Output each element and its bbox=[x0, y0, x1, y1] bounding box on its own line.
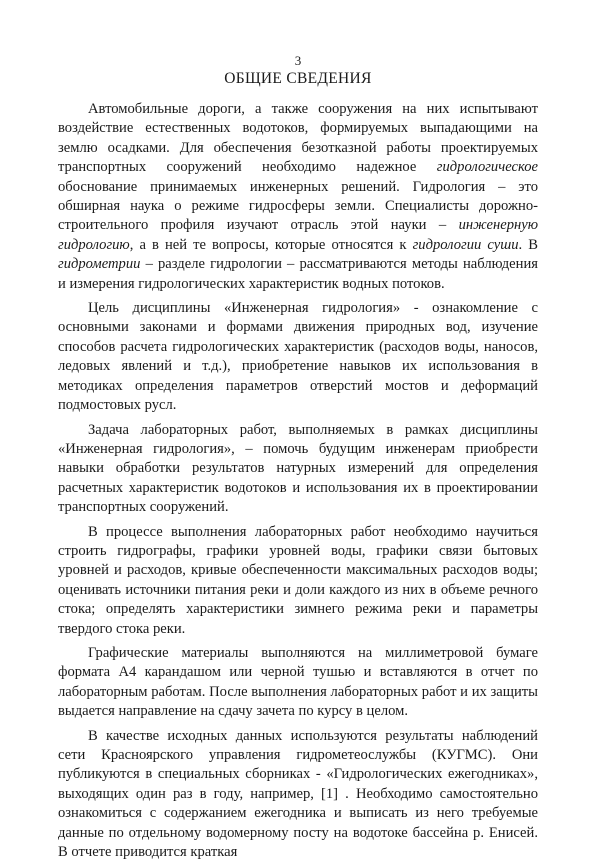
paragraph-1-text: обоснование принимаемых инженерных решений. Гидрология – это обширная наука о режиме гидросферы земли. Специалисты дорожно-строительного профиля изучают отрасль этой науки – bbox=[58, 178, 538, 234]
paragraph-2: Цель дисциплины «Инженерная гидрология» - ознакомление с основными законами и формами движения природных вод, изучение способов расчета гидрологических характеристик (расходов воды, наносов, ледовых явлений и т.д.), приобретение навыков их использования в методиках определения параметров отверстий мостов и деформаций подмостовых русл. bbox=[58, 300, 538, 414]
page-title: ОБЩИЕ СВЕДЕНИЯ bbox=[224, 70, 372, 87]
paragraph-1-text: . В bbox=[518, 236, 538, 253]
paragraph-4: В процессе выполнения лабораторных работ необходимо научиться строить гидрографы, графики уровней воды, графики связи бытовых уровней и расходов, кривые обеспеченности максимальных расходов воды; оценивать источники питания реки и доли каждого из них в объеме речного стока; определять характеристики зимнего режима реки и параметры твердого стока реки. bbox=[58, 523, 538, 637]
emphasis-term: гидрологическое bbox=[436, 159, 538, 176]
paragraph-3: Задача лабораторных работ, выполняемых в рамках дисциплины «Инженерная гидрология», – помочь будущим инженерам приобрести навыки обработки результатов натурных измерений для определения расчетных характеристик водотоков и использования их в проектировании транспортных сооружений. bbox=[58, 421, 538, 516]
paragraph-1-text: , а в ней те вопросы, которые относятся к bbox=[129, 236, 413, 253]
emphasis-term: гидрометрии bbox=[58, 256, 141, 273]
emphasis-term: гидрологии суши bbox=[412, 236, 519, 253]
paragraph-1 bbox=[58, 100, 538, 294]
paragraph-5: Графические материалы выполняются на миллиметровой бумаге формата А4 карандашом или черной тушью и вставляются в отчет по лабораторным работам. После выполнения лабораторных работ и их защиты выдается направление на сдачу зачета по курсу в целом. bbox=[58, 644, 538, 720]
page-number: 3 bbox=[294, 53, 302, 68]
paragraph-6: В качестве исходных данных используются результаты наблюдений сети Красноярского управления гидрометеослужбы (КУГМС). Они публикуются в специальных сборниках - «Гидрологических ежегодниках», выходящих один раз в году, например, [1] . Необходимо самостоятельно ознакомиться с содержанием ежегодника и выписать из него требуемые данные по отдельному водомерному посту на водотоке бассейна р. Енисей. В отчете приводится краткая bbox=[58, 727, 538, 861]
paragraph-1-text: – разделе гидрологии – рассматриваются методы наблюдения и измерения гидрологических характеристик водных потоков. bbox=[58, 256, 538, 292]
paragraph-1-text: Автомобильные дороги, а также сооружения на них испытывают воздействие естественных водотоков, формируемых выпадающими на землю осадками. Для обеспечения безотказной работы проектируемых транспортных сооружений необходимо надежное bbox=[58, 101, 538, 176]
emphasis-term: инженерную гидрологию bbox=[58, 217, 538, 253]
document-body bbox=[58, 100, 538, 862]
